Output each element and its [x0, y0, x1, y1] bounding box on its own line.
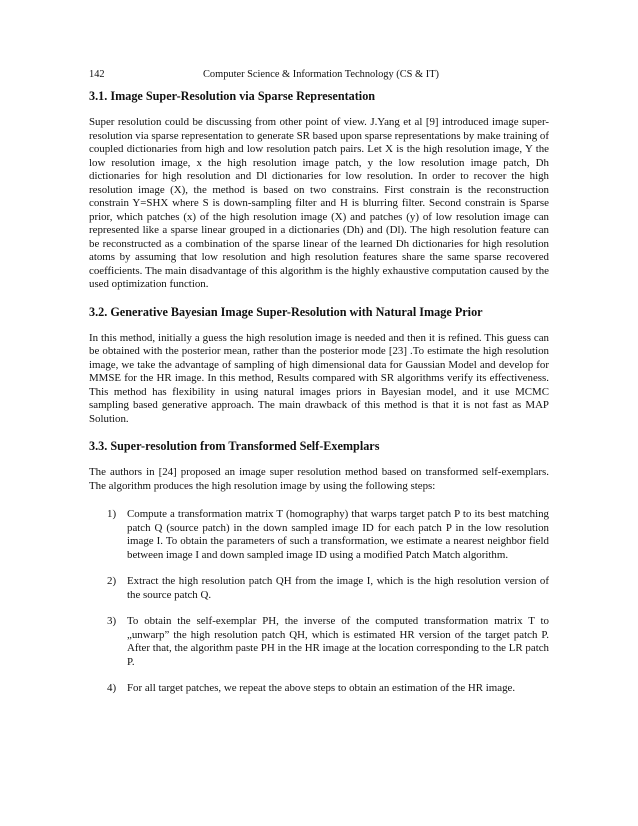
page-number: 142 — [89, 69, 105, 80]
step-number: 2) — [107, 575, 117, 587]
step-text: Extract the high resolution patch QH from the image I, which is the high resolution version of the source patch Q. — [127, 575, 549, 601]
step-text: Compute a transformation matrix T (homography) that warps target patch P to its best matching patch Q (source patch) in the down sampled image ID for each patch P in the low resolution image I. To obtain the parameters of such a transformation, we estimate a nearest neighbor field between image I and down sampled image ID using a modified Patch Match algorithm. — [127, 508, 549, 561]
algorithm-steps — [89, 508, 549, 696]
step-text: To obtain the self-exemplar PH, the inverse of the computed transformation matrix T to „unwarp” the high resolution patch QH, which is estimated HR version of the target patch P. After that, the algorithm paste PH in the HR image at the location corresponding to the LR patch P. — [127, 615, 549, 668]
article-content — [89, 89, 549, 709]
list-item — [89, 508, 549, 562]
section-heading: 3.2. Generative Bayesian Image Super-Resolution with Natural Image Prior — [89, 304, 483, 319]
section-heading: 3.3. Super-resolution from Transformed Self-Exemplars — [89, 439, 380, 453]
list-item — [89, 682, 549, 696]
section-paragraph: The authors in [24] proposed an image super resolution method based on transformed self-exemplars. The algorithm produces the high resolution image by using the following steps: — [89, 466, 549, 492]
section-3-2 — [89, 305, 549, 427]
section-heading: 3.1. Image Super-Resolution via Sparse Representation — [89, 89, 376, 103]
list-item — [89, 615, 549, 669]
section-3-1 — [89, 89, 549, 292]
section-paragraph: Super resolution could be discussing from other point of view. J.Yang et al [9] introduced image super-resolution via sparse representation to generate SR based upon sparse representations by make training of coupled dictionaries from high and low resolution patch pairs. Let X is the high resolution image, Y the low resolution image, x the high resolution image patch, y the low resolution image patch, Dh dictionaries for high resolution and Dl dictionaries for low resolution. In order to recover the high resolution image (X), the method is based on two constrains. First constrain is the reconstruction constrain Y=SHX where S is down-sampling filter and H is blurring filter. Second constrain is Sparse prior, which patches (x) of the high resolution image (X) and patches (y) of low resolution image can represented like a sparse linear grouped in a dictionaries (Dh) and (Dl). The high resolution feature can be reconstructed as a combination of the sparse linear of the learned Dh dictionaries for high resolution atoms by assuming that low resolution and high resolution features share the same sparse recovered coefficients. The main disadvantage of this algorithm is the highly exhaustive computation caused by the used optimization function. — [89, 116, 549, 290]
journal-title: Computer Science & Information Technology (CS & IT) — [203, 69, 439, 80]
step-number: 3) — [107, 615, 117, 627]
section-3-3 — [89, 439, 549, 696]
step-number: 4) — [107, 682, 117, 694]
section-paragraph: In this method, initially a guess the high resolution image is needed and then it is refined. This guess can be obtained with the posterior mean, rather than the posterior mode [23] .To estimate the high resolution image, we take the advantage of sampling of high dimensional data for Gaussian Model and develop for MMSE for the HR image. In this method, Results compared with SR algorithms verify its effectiveness. This method has flexibility in using natural images priors in Bayesian model, and it use MCMC sampling based generative approach. The main drawback of this method is that it is not fast as MAP Solution. — [89, 331, 549, 425]
step-text: For all target patches, we repeat the above steps to obtain an estimation of the HR image. — [127, 682, 516, 694]
step-number: 1) — [107, 508, 117, 520]
list-item — [89, 575, 549, 602]
